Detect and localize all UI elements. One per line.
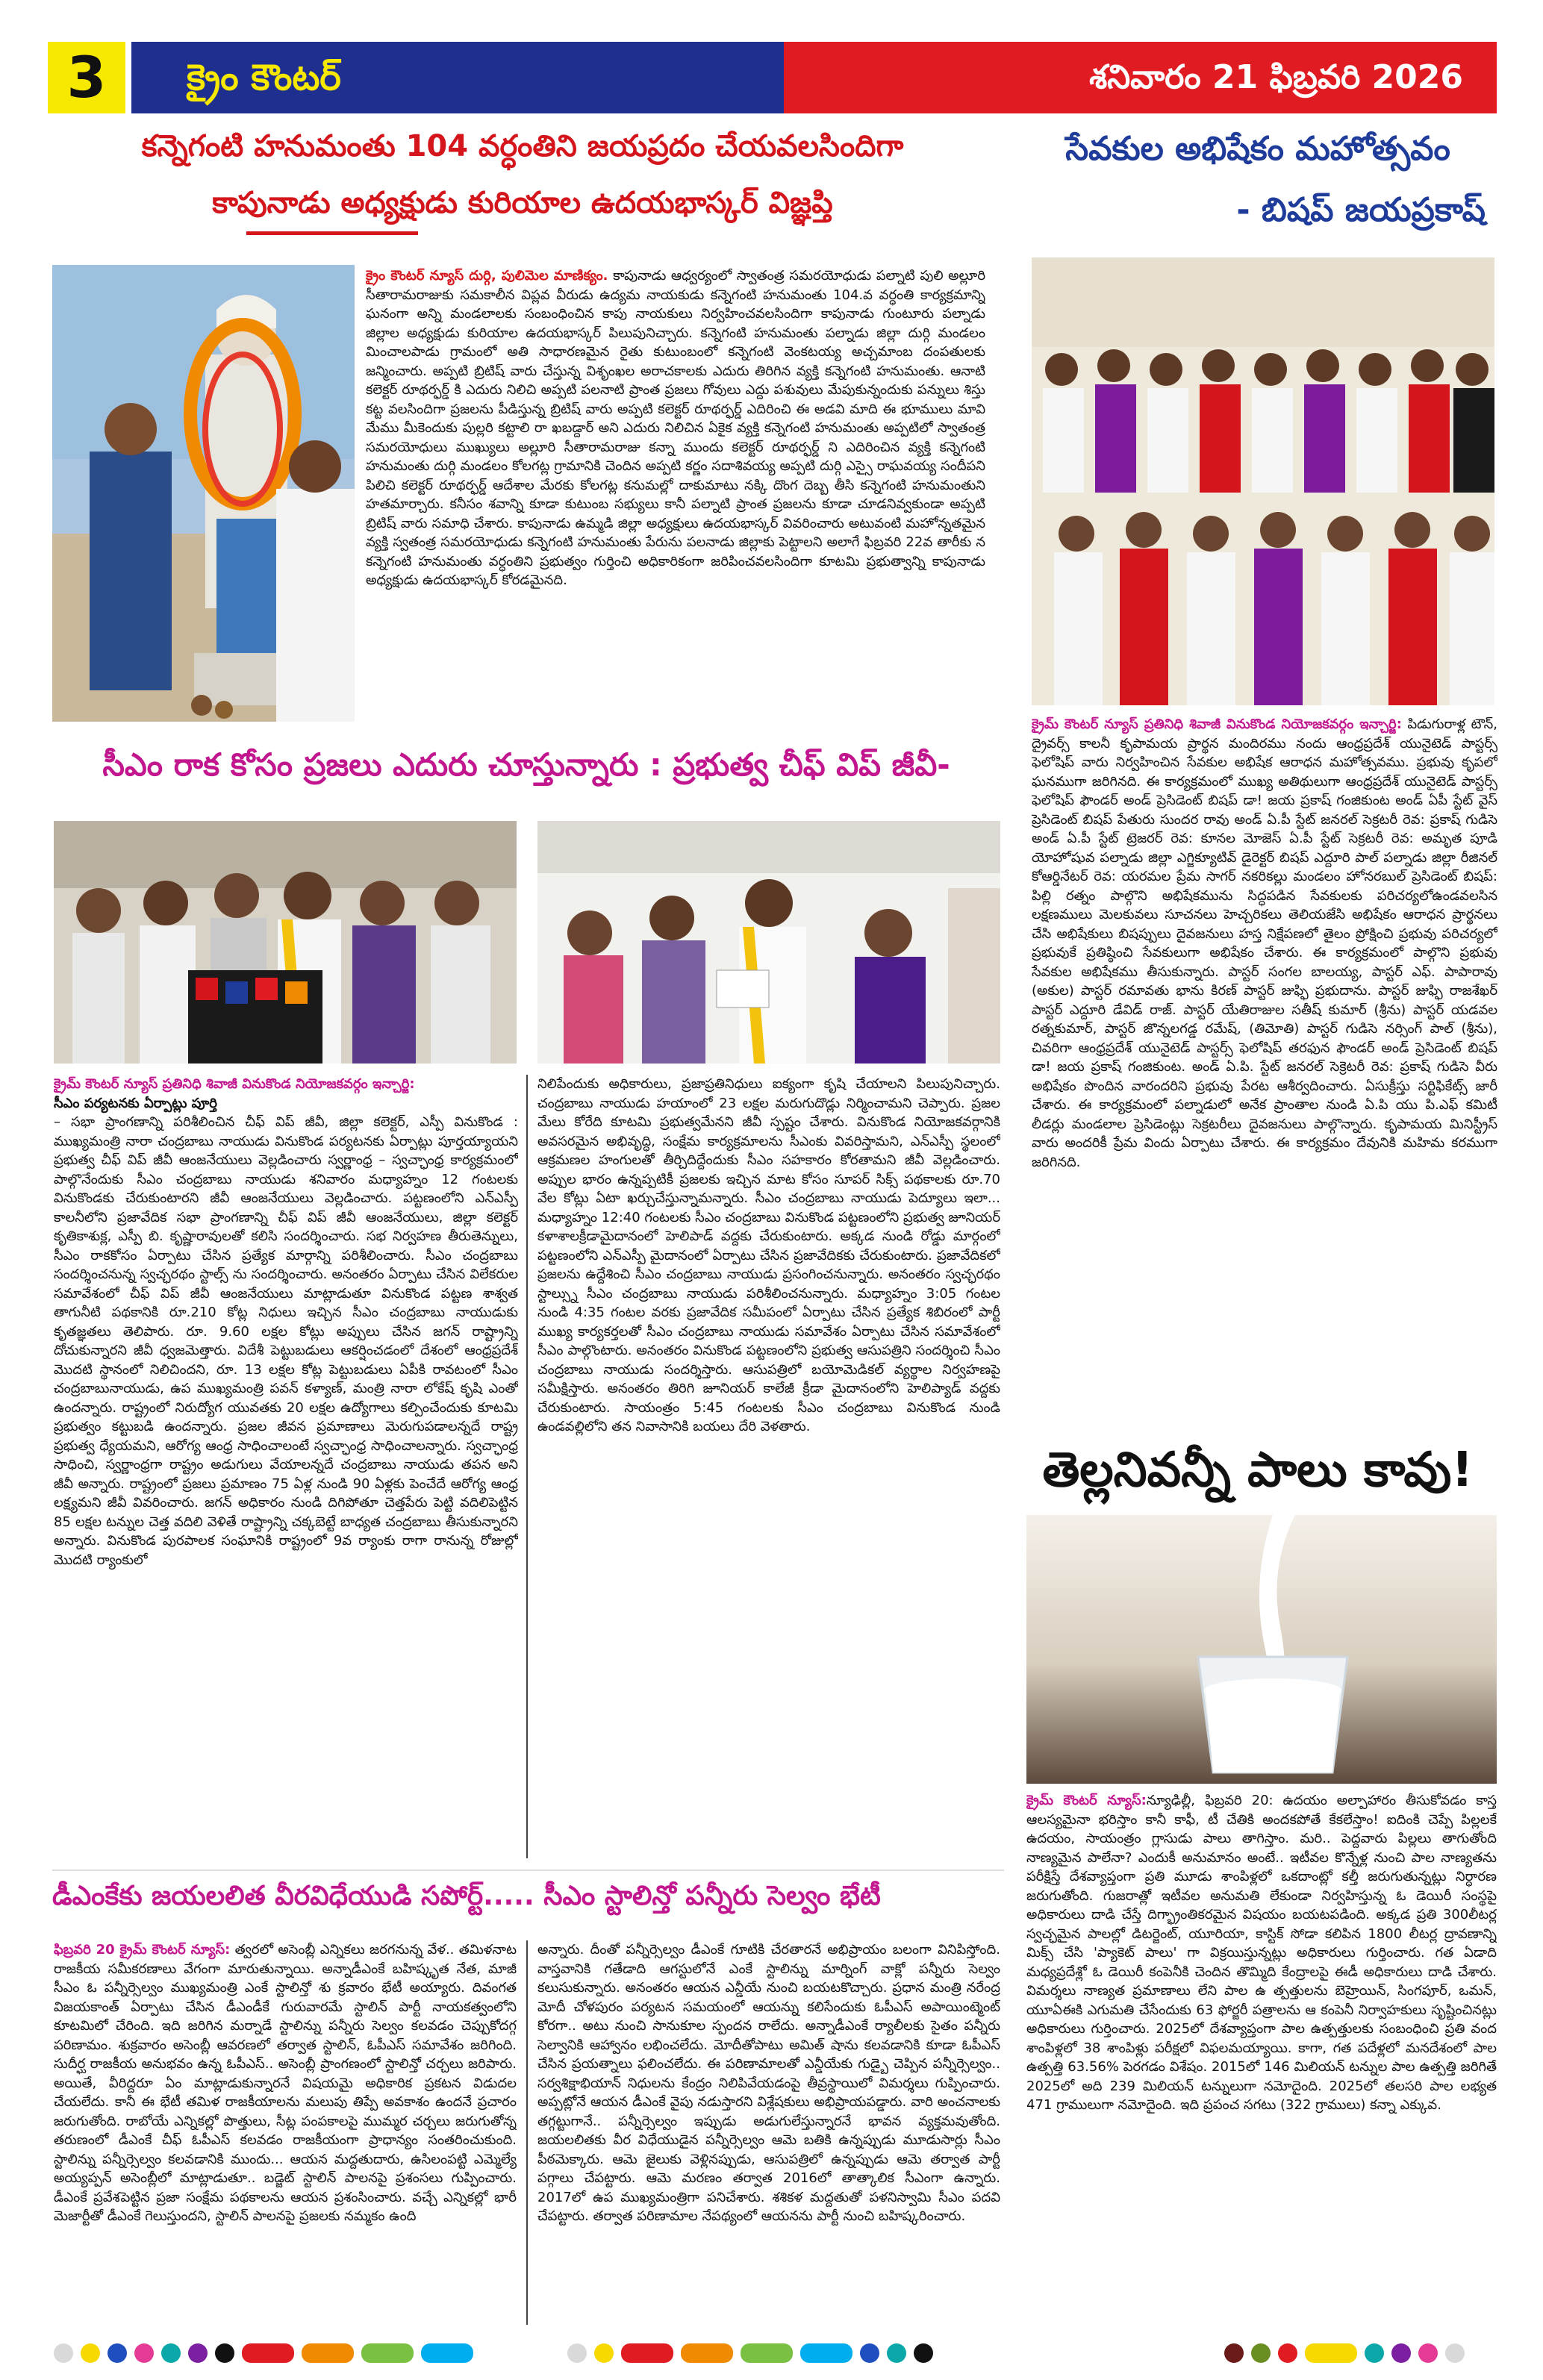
color-dot (887, 2343, 906, 2363)
color-dot (1365, 2343, 1384, 2363)
issue-date: శనివారం 21 ఫిబ్రవరి 2026 (1089, 58, 1463, 96)
article5-body-col2: అన్నారు. దీంతో పన్నీర్సెల్వం డీఎంకే గూటికి చేరతారనే అభిప్రాయం బలంగా వినిపిస్తోంది. వాస్తవానికి గతేడాది ఆగస్టులోనే ఎంకే స్టాలిన్ను మార్నింగ్ వాక్లో పన్నీరు సెల్వం కలుసుకున్నారు. అనంతరం ఆయన ఎన్డీయే నుంచి బయటకొచ్చారు. ప్రధాన మంత్రి నరేంద్ర మోదీ చోళపురం పర్యటన సమయంలో ఆయన్ను కలిసేందుకు ఓపీఎస్ అపాయింట్మెంట్ కోరగా.. అటు నుంచి సానుకూల స్పందన రాలేదు. అన్నాడీఎంకే ర్యాలీలకు సైతం పన్నీరు సెల్వానికి ఆహ్వానం లభించలేదు. మోదీతోపాటు అమిత్ షాను కలవడానికి కూడా ఓపీఎస్ చేసిన ప్రయత్నాలు ఫలించలేదు. ఈ పరిణామాలతో ఎన్డీయేకు గుడ్బై చెప్పిన పన్నీర్సెల్వం.. సర్వశిక్షాభియాన్ నిధులను కేంద్రం నిలిపివేయడంపై తీవ్రస్థాయిలో విమర్శలు గుప్పించారు. అప్పట్లోనే ఆయన డీఎంకే వైపు నడుస్తారని విశ్లేషకులు అభిప్రాయపడ్డారు. వారి అంచనాలకు తగ్గట్టుగానే.. పన్నీర్సెల్వం ఇప్పుడు అడుగులేస్తున్నారనే భావన వ్యక్తమవుతోంది. జయలలితకు వీర విధేయుడైన పన్నీర్సెల్వం ఆమె బతికి ఉన్నప్పుడు మూడుసార్లు సీఎం పీఠమెక్కారు. ఆమె జైలుకు వెళ్లినప్పుడు, ఆసుపత్రిలో ఉన్నప్పుడు ఆమె తర్వాత పార్టీ పగ్గాలు చేపట్టారు. ఆమె మరణం తర్వాత 2016లో తాత్కాలిక సీఎంగా ఉన్నారు. 2017లో ఉప ముఖ్యమంత్రిగా పనిచేశారు. శశికళ మద్దతుతో పళనిస్వామి సీఎం పదవి చేపట్టారు. తర్వాత పరిణామాల నేపథ్యంలో ఆయనను పార్టీ నుంచి బహిష్కరించారు. (537, 1942, 1000, 2224)
article5-headline: డీఎంకేకు జయలలిత వీరవిధేయుడి సపోర్ట్..... సీఎం స్టాలిన్తో పన్నీరు సెల్వం భేటీ (52, 1881, 881, 1911)
article1-headline-line2: కాపునాడు అధ్యక్షుడు కురియాల ఉదయభాస్కర్ విజ్ఞప్తి (212, 186, 833, 220)
color-dot (54, 2343, 73, 2363)
article3-body-col2: నిలిపేందుకు అధికారులు, ప్రజాప్రతినిధులు ఐక్యంగా కృషి చేయాలని పిలుపునిచ్చారు. చంద్రబాబు నాయుడు హయాంలో 23 లక్షల మరుగుదొడ్లు నిర్మించామని చెప్పారు. ప్రజల మేలు కోరేది కూటమి ప్రభుత్వమేనని జీవీ స్పష్టం చేశారు. వినుకొండ నియోజకవర్గానికి అవసరమైన అభివృద్ధి, సంక్షేమ కార్యక్రమాలను సీఎంకు వివరిస్తామని, ఎన్ఎస్పీ స్థలంలో ఆక్రమణల హంగులతో తీర్చిదిద్దేందుకు సీఎం సహకారం కోరతామని జీవీ వెల్లడించారు. అప్పుల భారం ఉన్నప్పటికీ ప్రజలకు ఇచ్చిన మాట కోసం సూపర్ సిక్స్ పథకాలకు రూ.70 వేల కోట్లు ఏటా ఖర్చుచేస్తున్నామన్నారు. సీఎం చంద్రబాబు నాయుడు పెద్యూలు ఇలా... మధ్యాహ్నం 12:40 గంటలకు సీఎం చంద్రబాబు వినుకొండ పట్టణంలోని ప్రభుత్వ జూనియర్ కళాశాలక్రీడామైదానంలో హెలిపాడ్ వద్దకు చేరుకుంటారు. అక్కడ నుండి రోడ్డు మార్గంలో పట్టణంలోని ఎన్ఎస్పీ మైదానంలో ఏర్పాటు చేసిన ప్రజావేదికకు చేరుకుంటారు. ప్రజావేదికలో ప్రజలను ఉద్దేశించి సీఎం చంద్రబాబు నాయుడు ప్రసంగించనున్నారు. అనంతరం స్వచ్ఛరథం స్టాల్స్ను సీఎం చంద్రబాబు నాయుడు పరిశీలించనున్నారు. మధ్యాహ్నం 3:05 గంటల నుండి 4:35 గంటల వరకు ప్రజావేదిక సమీపంలో ఏర్పాటు చేసిన ప్రత్యేక శిబిరంలో పార్టీ ముఖ్య కార్యకర్తలతో సీఎం చంద్రబాబు నాయుడు సమావేశం ఏర్పాటు చేసిన సమావేశంలో సీఎం పాల్గొంటారు. అనంతరం వినుకొండ పట్టణంలోని ప్రభుత్వ ఆసుపత్రిని సందర్శించి సీఎం చంద్రబాబు నాయుడు సందర్శిస్తారు. ఆసుపత్రిలో బయోమెడికల్ వ్యర్థాల నిర్వహణపై సమీక్షిస్తారు. అనంతరం తిరిగి జూనియర్ కాలేజీ క్రీడా మైదానంలోని హెలిప్యాడ్ వద్దకు చేరుకుంటారు. సాయంత్రం 5:45 గంటలకు సీఎం చంద్రబాబు వినుకొండ నుండి ఉండవల్లిలోని తన నివాసానికి బయలు దేరి వెళతారు. (537, 1076, 1000, 1434)
article4-credit: క్రైమ్ కౌంటర్ న్యూస్: (1026, 1793, 1147, 1808)
column-divider (526, 1075, 528, 1858)
article2-headline-line2: - బిషప్ జయప్రకాష్ (1236, 191, 1486, 229)
article4-body: క్రైమ్ కౌంటర్ న్యూస్:న్యూఢిల్లీ, ఫిబ్రవరి 20: ఉదయం అల్పాహారం తీసుకోవడం కాస్త ఆలస్యమైనా భరిస్తాం కానీ కాఫీ, టీ చేతికి అందకపోతే కేకలేస్తాం! ఐదింకి చెప్పే పిల్లలకే ఉదయం, సాయంత్రం గ్లాసుడు పాలు తాగిస్తాం. మరి.. పెద్దవారు పిల్లలు తాగుతోంది నాణ్యమైన పాలేనా? ఎందుకీ అనుమానం అంటే.. ఇటీవల కొన్నేళ్ల నుంచి పాల నాణ్యతను పరీక్షిస్తే దేశవ్యాప్తంగా ప్రతి మూడు శాంపిళ్లలో ఒకదాంట్లో కల్తీ జరుగుతున్నట్లు నిర్ధారణ జరుగుతోంది. గుజరాత్లో ఇటీవల అనుమతి లేకుండా నిర్వహిస్తున్న ఓ డెయిరీ సంస్థపై అధికారులు దాడి చేస్తే దిగ్భ్రాంతికరమైన విషయం బయటపడింది. అక్కడ ప్రతి 300లీటర్ల స్వచ్ఛమైన పాలల్లో డిటర్జెంట్, యూరియా, కాస్టిక్ సోడా కలిపిన 1800 లీటర్ల ద్రావణాన్ని మిక్స్ చేసి 'ప్యాకెట్ పాలు' గా విక్రయిస్తున్నట్లు అధికారులు గుర్తించారు. గత ఏడాది మధ్యప్రదేశ్లో ఓ డెయిరీ కంపెనీకి చెందిన తొమ్మిది కేంద్రాలపై ఈడీ అధికారులు దాడి చేశారు. విమర్శలు నాణ్యత ప్రమాణాలు లేని పాల ఉ త్పత్తులను బెహ్రెయిన్, సింగపూర్, ఒమన్, యూఏఈకి ఎగుమతి చేసేందుకు 63 ఫోర్జరీ పత్రాలను ఆ కంపెనీ నిర్వాహకులు సృష్టించినట్లు అధికారులు గుర్తించారు. 2025లో దేశవ్యాప్తంగా పాల ఉత్పత్తులకు సంబంధించి ప్రతి వంద శాంపిళ్లలో 38 శాంపిళ్లు పరీక్షలో విఫలమయ్యాయి. కాగా, గత పదేళ్లలో మనదేశంలో పాల ఉత్పత్తి 63.56% పెరగడం విశేషం. 2015లో 146 మిలియన్ టన్నుల పాల ఉత్పత్తి జరిగితే 2025లో అది 239 మిలియన్ టన్నులుగా నమోదైంది. 2025లో తలసరి పాల లభ్యత 471 గ్రాములుగా నమోదైంది. ఇది ప్రపంచ సగటు (322 గ్రాములు) కన్నా ఎక్కువ. (1026, 1793, 1497, 2113)
color-dot (567, 2343, 587, 2363)
color-dot (107, 2343, 127, 2363)
color-bar (361, 2343, 414, 2363)
color-bar (302, 2343, 354, 2363)
color-dot (1278, 2343, 1297, 2363)
article3-credit: క్రైమ్ కౌంటర్ న్యూస్ ప్రతినిధి శివాజీ వినుకొండ నియోజకవర్గం ఇన్చార్జి: (54, 1076, 415, 1092)
article1-headline-line1: కన్నెగంటి హనుమంతు 104 వర్ధంతిని జయప్రదం చేయవలసిందిగా (141, 129, 904, 163)
color-dot (134, 2343, 154, 2363)
color-dot (81, 2343, 100, 2363)
color-dot (1251, 2343, 1271, 2363)
page-number: 3 (48, 42, 125, 113)
article1-credit: క్రైం కౌంటర్ న్యూస్ దుర్గి, పులిమెల మాణిక్యం. (366, 268, 608, 284)
color-bar (242, 2343, 294, 2363)
color-bar (1305, 2343, 1357, 2363)
section-divider (52, 1870, 1004, 1871)
article3-photo-press (54, 821, 517, 1063)
color-dot (594, 2343, 614, 2363)
article3-photo-inspection (537, 821, 1000, 1063)
color-dot (188, 2343, 208, 2363)
color-bar (741, 2343, 793, 2363)
article3-subhead: సీఎం పర్యటనకు ఏర్పాట్లు పూర్తి (54, 1095, 217, 1111)
article2-photo-clergy (1032, 257, 1494, 705)
article3-headline: సీఎం రాక కోసం ప్రజలు ఎదురు చూస్తున్నారు : ప్రభుత్వ చీఫ్ విప్ జీవీ- (102, 746, 950, 783)
article4-headline: తెల్లనివన్నీ పాలు కావు! (1042, 1443, 1474, 1498)
article1-body: క్రైం కౌంటర్ న్యూస్ దుర్గి, పులిమెల మాణిక్యం. కాపునాడు ఆధ్వర్యంలో స్వాతంత్ర సమరయోధుడు పల్నాటి పులి అల్లూరి సీతారామరాజుకు సమకాలీన విప్లవ వీరుడు ఉద్యమ నాయకుడు కన్నెగంటి హనుమంతు 104.వ వర్ధంతి కార్యక్రమాన్ని ఘనంగా అన్ని మండలాలకు సంబంధించిన కాపు నాయకులు నిర్వహించవలసిందిగా కాపునాడు గుంటూరు పల్నాడు జిల్లాల అధ్యక్షుడు కురియాల ఉదయభాస్కర్ పిలుపునిచ్చారు. కన్నెగంటి హనుమంతు పల్నాడు జిల్లా దుర్గి మండలం మించాలపాడు గ్రామంలో అతి సాధారణమైన రైతు కుటుంబంలో కన్నెగంటి వెంకటయ్య అచ్చమాంబ దంపతులకు జన్మించారు. అప్పటి బ్రిటిష్ వారు చేస్తున్న విశృంఖల అరాచకాలకు ఎదురు తిరిగిన వ్యక్తి కన్నెగంటి హనుమంతు. ఆనాటి కలెక్టర్ రూథర్ఫర్డ్ కి ఎదురు నిలిచి అప్పటి పలనాటి ప్రాంత ప్రజలు గోవులు ఎద్దు పశువులు మేపుకున్నందుకు పన్నులు శిస్తు కట్ట వలసిందిగా ప్రజలను పీడిస్తున్న బ్రిటిష్ వారు అప్పటి కలెక్టర్ రూథర్ఫర్డ్ ఎదిరించి ఈ అడవి మాది ఈ భూములు మావి మేము మీకెందుకు పుల్లరి కట్టాలి రా ఖబడ్దార్ అని ఎదురు నిలిచిన ఏకైక వ్యక్తి కన్నెగంటి హనుమంతు అప్పటిలో స్వాతంత్ర సమరయోధులు ముఖ్యులు అల్లూరి సీతారామరాజు కన్నా ముందు కలెక్టర్ రూథర్ఫర్డ్ ని ఎదిరించిన వ్యక్తి కన్నెగంటి హనుమంతు దుర్గి మండలం కోలగట్ల గ్రామానికి చెందిన అప్పటి కర్ణం సదాశివయ్య అప్పటి దుర్గి ఎస్సై రాఘవయ్య సందీపని పిలిచి కలెక్టర్ రూథర్ఫర్డ్ ఆదేశాల మేరకు కోలగట్ల కనుమల్లో దాకుమాటు నక్కి దొంగ దెబ్బ తీసి కన్నెగంటి హనుమంతుని హతమార్చారు. కనీసం శవాన్ని కూడా కుటుంబ సభ్యులు కానీ పల్నాటి ప్రాంత ప్రజలను కూడా చూడనివ్వకుండా అప్పటి బ్రిటిష్ వారు సమాధి చేశారు. కాపునాడు ఉమ్మడి జిల్లా అధ్యక్షులు ఉదయభాస్కర్ వివరించారు అటువంటి మహోన్నతమైన వ్యక్తి స్వతంత్ర సమరయోధుడు కన్నెగంటి హనుమంతు పేరును పలనాడు జిల్లాకు పెట్టాలని అలాగే ఫిబ్రవరి 22వ తారీకు న కన్నెగంటి హనుమంతు వర్ధంతిని ప్రభుత్వం గుర్తించి అధికారికంగా జరిపించవలసిందిగా కూటమి ప్రభుత్వాన్ని కాపునాడు అధ్యక్షుడు ఉదయభాస్కర్ కోరడమైనది. (366, 268, 985, 588)
color-dot (914, 2343, 933, 2363)
footer-color-bar-center (567, 2343, 933, 2363)
color-dot (215, 2343, 234, 2363)
color-dot (161, 2343, 181, 2363)
article2-body: క్రైమ్ కౌంటర్ న్యూస్ ప్రతినిధి శివాజీ వినుకొండ నియోజకవర్గం ఇన్చార్జి: పిడుగురాళ్ల టౌన్, ద్రైవర్స్ కాలనీ కృపామయ ప్రార్థన మందిరము నందు ఆంధ్రప్రదేశ్ యునైటెడ్ పాస్టర్స్ ఫెలోషిప్ వారు నిర్వహించిన సేవకుల అభిషేక ఆరాధన మహోత్సవము. ప్రభువు కృపలో ఘనముగా జరిగినది. ఈ కార్యక్రమంలో ముఖ్య అతిథులుగా ఆంధ్రప్రదేశ్ యునైటెడ్ పాస్టర్స్ ఫెలోషిప్ ఫౌండర్ అండ్ ప్రెసిడెంట్ బిషప్ డా! జయ ప్రకాష్ గంజికుంట అండ్ ఏపీ స్టేట్ వైస్ ప్రెసిడెంట్ బిషప్ పేతురు సుందర రావు అండ్ ఏ.పీ స్టేట్ జనరల్ సెక్రటరీ రెవ: ప్రకాష్ గుడిసె అండ్ ఏ.పీ స్టేట్ ట్రెజరర్ రెవ: కూనల మోజెస్ ఏ.పీ స్టేట్ సెక్రటరీ రెవ: అమృత పూడి యోహోషువ పల్నాడు జిల్లా ఎగ్జిక్యూటివ్ డైరెక్టర్ బిషప్ ఎద్దూరి పాల్ పల్నాడు జిల్లా రీజినల్ కోఆర్డినేటర్ రెవ: యరమల ప్రేమ సాగర్ నకరికల్లు మండలం హోనరబుల్ ప్రెసిడెంట్ బిషప్: పిల్లి రత్నం పాల్గొని అభిషేకమును సిద్ధపడిన సేవకులకు పరిచర్యలోఉండవలసిన లక్షణములు మెలకువలు సూచనలు హెచ్చరికలు తెలియజేసి అభిషేకం ఆరాధన ప్రార్థనలు చేసి అభిషేకులు బిషప్పులు దైవజనులు హస్త నిక్షేపణలో తైలం ప్రోక్షించి ప్రభువు పరిచర్యలో ప్రభువుకే ప్రతిష్ఠించి సేవకులుగా అభిషేకం చేశారు. ఈ కార్యక్రమంలో పాల్గొని ప్రభువు సేవకుల అభిషేకము తీసుకున్నారు. పాస్టర్ సంగల బాలయ్య, పాస్టర్ ఎఫ్. పాపారావు (అకుల) పాస్టర్ రమావతు భాను కిరణ్ పాస్టర్ జుఫ్ఫి ప్రభుదాను. పాస్టర్ జుఫ్ఫి రాజశేఖర్ పాస్టర్ ఎద్దూరి డేవిడ్ రాజ్. పాస్టర్ యేతిరాజుల సతీష్ కుమార్ (శ్రీను) పాస్టర్ యడవల రత్నకుమార్, పాస్టర్ జొన్నలగడ్డ రమేష్, (తిమోతి) పాస్టర్ గుడిసె నర్సింగ్ పాల్ (శ్రీను), చివరిగా ఆంధ్రప్రదేశ్ యునైటెడ్ పాస్టర్స్ ఫెలోషిప్ తరఫున ఫౌండర్ అండ్ ప్రెసిడెంట్ బిషప్ డా! జయ ప్రకాష్ గంజికుంట. అండ్ ఏ.పి. స్టేట్ జనరల్ సెక్రెటరీ రెవ: ప్రకాష్ గుడిసె వీరు అభిషేకం పొందిన వారందరిని ప్రభువు పేరట ఆశీర్వదించారు. ఏసుక్రీస్తు సర్టిఫికేట్స్ జారీ చేశారు. ఈ కార్యక్రమంలో పల్నాడులో అనేక ప్రాంతాల నుండి ఏ.పి యు పి.ఎఫ్ కమిటీ లీడర్లు మండలాల ప్రెసిడెంట్లు సెక్రటరీలు దైవజనులు పాల్గొన్నారు. కృపామయ మినిస్ట్రీస్ వారు అందరికీ ప్రేమ విందు ఏర్పాటు చేశారు. ఈ కార్యక్రమం దేవునికి మహిమ కరముగా జరిగినది. (1032, 716, 1497, 1170)
color-bar (421, 2343, 473, 2363)
footer-color-bar-right (1224, 2343, 1465, 2363)
headline-underline (246, 231, 418, 235)
color-dot (1418, 2343, 1438, 2363)
color-dot (1445, 2343, 1465, 2363)
color-dot (1224, 2343, 1244, 2363)
footer-color-bar-left (54, 2343, 473, 2363)
color-bar (800, 2343, 852, 2363)
color-bar (681, 2343, 733, 2363)
column-divider (526, 1940, 528, 2325)
paper-name: క్రైం కౌంటర్ (187, 57, 341, 99)
article2-headline-line1: సేవకుల అభిషేకం మహోత్సవం (1065, 130, 1450, 168)
color-dot (860, 2343, 879, 2363)
article3-body-col1: క్రైమ్ కౌంటర్ న్యూస్ ప్రతినిధి శివాజీ వినుకొండ నియోజకవర్గం ఇన్చార్జి: సీఎం పర్యటనకు ఏర్పాట్లు పూర్తి – సభా ప్రాంగణాన్ని పరిశీలించిన చీఫ్ విప్ జీవీ, జిల్లా కలెక్టర్, ఎస్పీ వినుకొండ : ముఖ్యమంత్రి నారా చంద్రబాబు నాయుడు వినుకొండ పర్యటనకు ఏర్పాట్లు పూర్తయ్యాయని ప్రభుత్వ చీఫ్ విప్ జీవీ ఆంజనేయులు వెల్లడించారు స్వర్ణాంధ్ర – స్వచ్ఛాంధ్ర కార్యక్రమంలో పాల్గొనేందుకు సీఎం చంద్రబాబు నాయుడు శనివారం మధ్యాహ్నం 12 గంటలకు వినుకొండకు చేరుకుంటారని జీవీ ఆంజనేయులు వెల్లడించారు. పట్టణంలోని ఎన్ఎస్పీ కాలనీలోని ప్రజావేదిక సభా ప్రాంగణాన్ని చీఫ్ విప్ జీవీ ఆంజనేయులు, జిల్లా కలెక్టర్ కృతికాశుక్ల, ఎస్పీ బి. కృష్ణారావులతో కలిసి సందర్శించారు. సభ నిర్వహణ తీరుతెన్నులు, సీఎం రాకకోసం ఏర్పాటు చేసిన ప్రత్యేక మార్గాన్ని పరిశీలించారు. సీఎం చంద్రబాబు సందర్శించనున్న స్వచ్ఛరథం స్టాల్స్ ను సందర్శించారు. అనంతరం ఏర్పాటు చేసిన విలేకరుల సమావేశంలో చీఫ్ విప్ జీవీ ఆంజనేయులు మాట్లాడుతూ వినుకొండ పట్టణ శాశ్వత తాగునీటి పథకానికి రూ.210 కోట్ల నిధులు ఇచ్చిన సీఎం చంద్రబాబు నాయుడుకు కృతజ్ఞతలు తెలిపారు. రూ. 9.60 లక్షల కోట్లు అప్పులు చేసిన జగన్ రాష్ట్రాన్ని దోచుకున్నారని జీవీ ధ్వజమెత్తారు. విదేశీ పెట్టుబడులు ఆకర్షించడంలో దేశంలో ఆంధ్రప్రదేశ్ మొదటి స్థానంలో నిలిచిందని, రూ. 13 లక్షల కోట్ల పెట్టుబడులు ఏపీకి రావటంలో సీఎం చంద్రబాబునాయుడు, ఉప ముఖ్యమంత్రి పవన్ కళ్యాణ్, మంత్రి నారా లోకేష్ కృషి ఎంతో ఉందన్నారు. రాష్ట్రంలో నిరుద్యోగ యువతకు 20 లక్షల ఉద్యోగాలు కల్పించేందుకు కూటమి ప్రభుత్వం కట్టుబడి ఉందన్నారు. ప్రజల జీవన ప్రమాణాలు మెరుగుపడాలన్నదే రాష్ట్ర ప్రభుత్వ ధ్యేయమని, ఆరోగ్య ఆంధ్ర సాధించాలంటే స్వచ్ఛాంధ్ర సాధించాలన్నారు. స్వచ్ఛాంధ్ర సాధించి, స్వర్ణాంధ్రగా రాష్ట్రం అడుగులు వేయాలన్నదే చంద్రబాబు నాయుడు తపన అని జీవీ అన్నారు. రాష్ట్రంలో ప్రజలు ప్రమాణం 75 ఏళ్ల నుండి 90 ఏళ్లకు పెంచేదే ఆరోగ్య ఆంధ్ర లక్ష్యమని జీవీ వివరించారు. జగన్ అధికారం నుండి దిగిపోతూ చెత్తపేరు పెట్టి వదిలిపెట్టిన 85 లక్షల టన్నుల చెత్త వదిలి వెళితే రాష్ట్రాన్ని చక్కబెట్టే బాధ్యత చంద్రబాబు తీసుకున్నారని అన్నారు. వినుకొండ పురపాలక సంఘానికి రాష్ట్రంలో 9వ ర్యాంకు రాగా రానున్న రోజుల్లో మొదటి ర్యాంకులో (54, 1076, 518, 1568)
color-bar (621, 2343, 673, 2363)
color-dot (1391, 2343, 1411, 2363)
article4-photo-milk (1026, 1515, 1497, 1784)
article2-credit: క్రైమ్ కౌంటర్ న్యూస్ ప్రతినిధి శివాజీ వినుకొండ నియోజకవర్గం ఇన్చార్జి: (1032, 716, 1402, 732)
article5-credit: ఫిబ్రవరి 20 క్రైమ్ కౌంటర్ న్యూస్: (54, 1942, 231, 1958)
article5-body-col1: ఫిబ్రవరి 20 క్రైమ్ కౌంటర్ న్యూస్: త్వరలో అసెంబ్లీ ఎన్నికలు జరగనున్న వేళ.. తమిళనాట రాజకీయ సమీకరణాలు వేగంగా మారుతున్నాయి. అన్నాడీఎంకే బహిష్కృత నేత, మాజీ సీఎం ఓ పన్నీర్సెల్వం ముఖ్యమంత్రి ఎంకే స్టాలిన్తో శు క్రవారం భేటీ అయ్యారు. దివంగత విజయకాంత్ ఏర్పాటు చేసిన డీఎండీకే గురువారమే స్టాలిన్ పార్టీ నాయకత్వంలోని కూటమిలో చేరింది. ఇది జరిగిన మర్నాడే స్టాలిన్ను పన్నీరు సెల్వం కలవడం చెప్పుకోదగ్గ పరిణామం. శుక్రవారం అసెంబ్లీ ఆవరణలో తర్వాత స్టాలిన్, ఓపీఎస్ సమావేశం జరిగింది. సుదీర్ఘ రాజకీయ అనుభవం ఉన్న ఓపీఎస్.. అసెంబ్లీ ప్రాంగణంలో స్టాలిన్తో చర్చలు జరిపారు. అయితే, వీరిద్దరూ ఏం మాట్లాడుకున్నారనే విషయమై అధికారిక ప్రకటన విడుదల చేయలేదు. కానీ ఈ భేటీ తమిళ రాజకీయాలను మలుపు తిప్పే అవకాశం ఉందనే ప్రచారం జరుగుతోంది. రాబోయే ఎన్నికల్లో పొత్తులు, సీట్ల పంపకాలపై ముమ్మర చర్చలు జరుగుతోన్న తరుణంలో డీఎంకే చీఫ్ ఓపీఎస్ కలవడం రాజకీయంగా ప్రాధాన్యం సంతరించుకుంది. స్టాలిన్ను పన్నీర్సెల్వం కలవడానికి ముందు... ఆయన మద్దతుదారు, ఉసిలంపట్టి ఎమ్మెల్యే అయ్యప్పన్ అసెంబ్లీలో మాట్లాడుతూ.. బడ్జెట్ స్టాలిన్ పాలనపై ప్రశంసలు గుప్పించారు. డీఎంకే ప్రవేశపెట్టిన ప్రజా సంక్షేమ పథకాలను ఆయన ప్రశంసించారు. వచ్చే ఎన్నికల్లో భారీ మెజార్టీతో డీఎంకే గెలుస్తుందని, స్టాలిన్ పాలనపై ప్రజలకు నమ్మకం ఉంది (54, 1942, 517, 2224)
article1-photo-statue (52, 265, 355, 722)
